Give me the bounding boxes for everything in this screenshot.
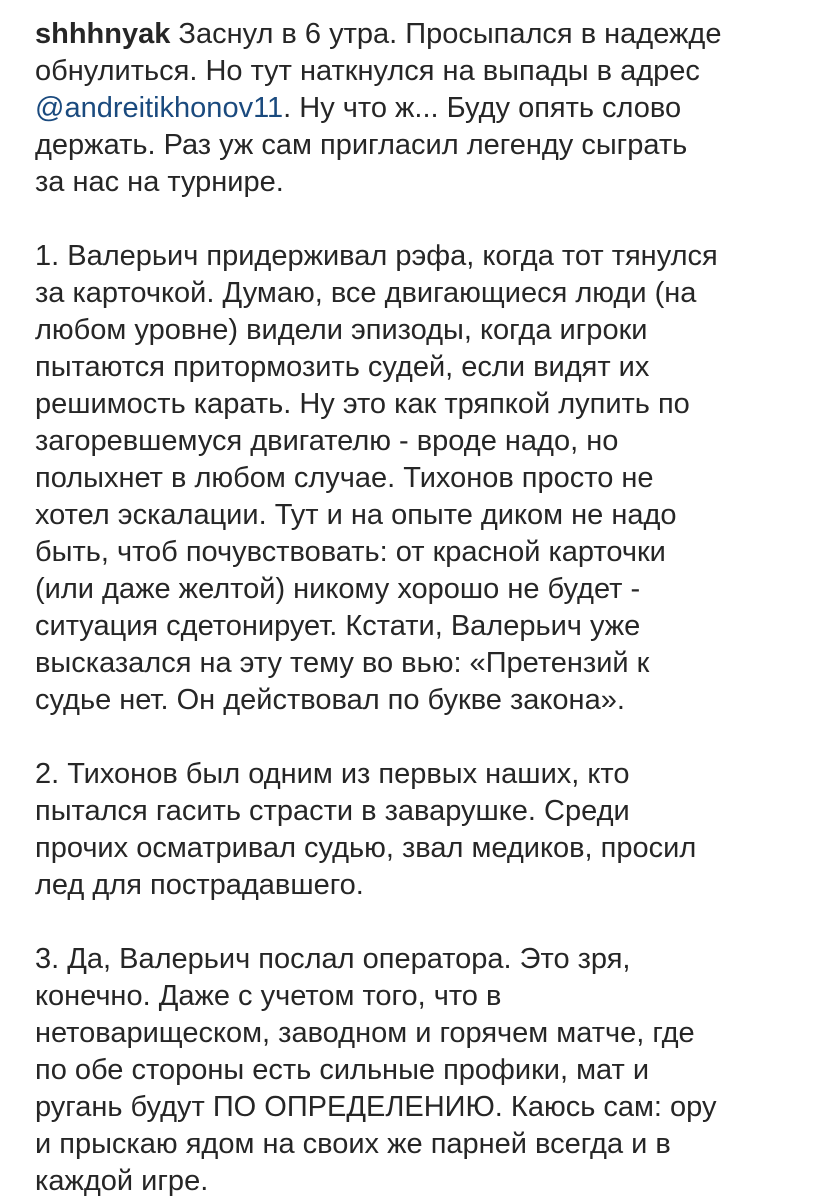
caption-line: ситуация сдетонирует. Кстати, Валерьич уже bbox=[35, 610, 641, 642]
caption-intro bbox=[35, 16, 810, 201]
caption-line: полыхнет в любом случае. Тихонов просто не bbox=[35, 462, 654, 494]
caption-line: загоревшемуся двигателю - вроде надо, но bbox=[35, 425, 619, 457]
caption-line: судье нет. Он действовал по букве закона». bbox=[35, 684, 625, 716]
caption-text: . Ну что ж... Буду опять слово bbox=[283, 92, 682, 124]
caption-line: пытался гасить страсти в заварушке. Среди bbox=[35, 795, 630, 827]
mention-link[interactable]: @andreitikhonov11 bbox=[35, 92, 284, 124]
caption-line: за карточкой. Думаю, все двигающиеся люди (на bbox=[35, 277, 697, 309]
caption-line: за нас на турнире. bbox=[35, 166, 284, 198]
caption-line: 3. Да, Валерьич послал оператора. Это зря, bbox=[35, 943, 631, 975]
post-caption bbox=[35, 16, 810, 1200]
caption-line: высказался на эту тему во вью: «Претензий к bbox=[35, 647, 650, 679]
caption-line: прочих осматривал судью, звал медиков, просил bbox=[35, 832, 697, 864]
caption-line: любом уровне) видели эпизоды, когда игроки bbox=[35, 314, 648, 346]
username-link[interactable]: shhhnyak bbox=[35, 18, 171, 50]
caption-line bbox=[35, 16, 810, 53]
caption-line: (или даже желтой) никому хорошо не будет - bbox=[35, 573, 641, 605]
caption-line: ругань будут ПО ОПРЕДЕЛЕНИЮ. Каюсь сам: ору bbox=[35, 1091, 717, 1123]
caption-point-2 bbox=[35, 756, 810, 904]
caption-line: быть, чтоб почувствовать: от красной карточки bbox=[35, 536, 666, 568]
caption-point-3 bbox=[35, 941, 810, 1200]
caption-line: решимость карать. Ну это как тряпкой лупить по bbox=[35, 388, 690, 420]
caption-text: Заснул в 6 утра. Просыпался в надежде bbox=[170, 18, 722, 50]
caption-line: лед для пострадавшего. bbox=[35, 869, 364, 901]
caption-line bbox=[35, 90, 810, 127]
caption-line: по обе стороны есть сильные профики, мат и bbox=[35, 1054, 650, 1086]
caption-line: хотел эскалации. Тут и на опыте диком не надо bbox=[35, 499, 677, 531]
caption-line: каждой игре. bbox=[35, 1165, 209, 1197]
caption-line: нетоварищеском, заводном и горячем матче, где bbox=[35, 1017, 695, 1049]
caption-line: и прыскаю ядом на своих же парней всегда и в bbox=[35, 1128, 671, 1160]
caption-point-1 bbox=[35, 238, 810, 719]
caption-line: 2. Тихонов был одним из первых наших, кто bbox=[35, 758, 630, 790]
caption-line: 1. Валерьич придерживал рэфа, когда тот тянулся bbox=[35, 240, 718, 272]
caption-line: держать. Раз уж сам пригласил легенду сыграть bbox=[35, 129, 688, 161]
caption-line: пытаются притормозить судей, если видят их bbox=[35, 351, 650, 383]
caption-line: конечно. Даже с учетом того, что в bbox=[35, 980, 502, 1012]
caption-line: обнулиться. Но тут наткнулся на выпады в адрес bbox=[35, 55, 700, 87]
